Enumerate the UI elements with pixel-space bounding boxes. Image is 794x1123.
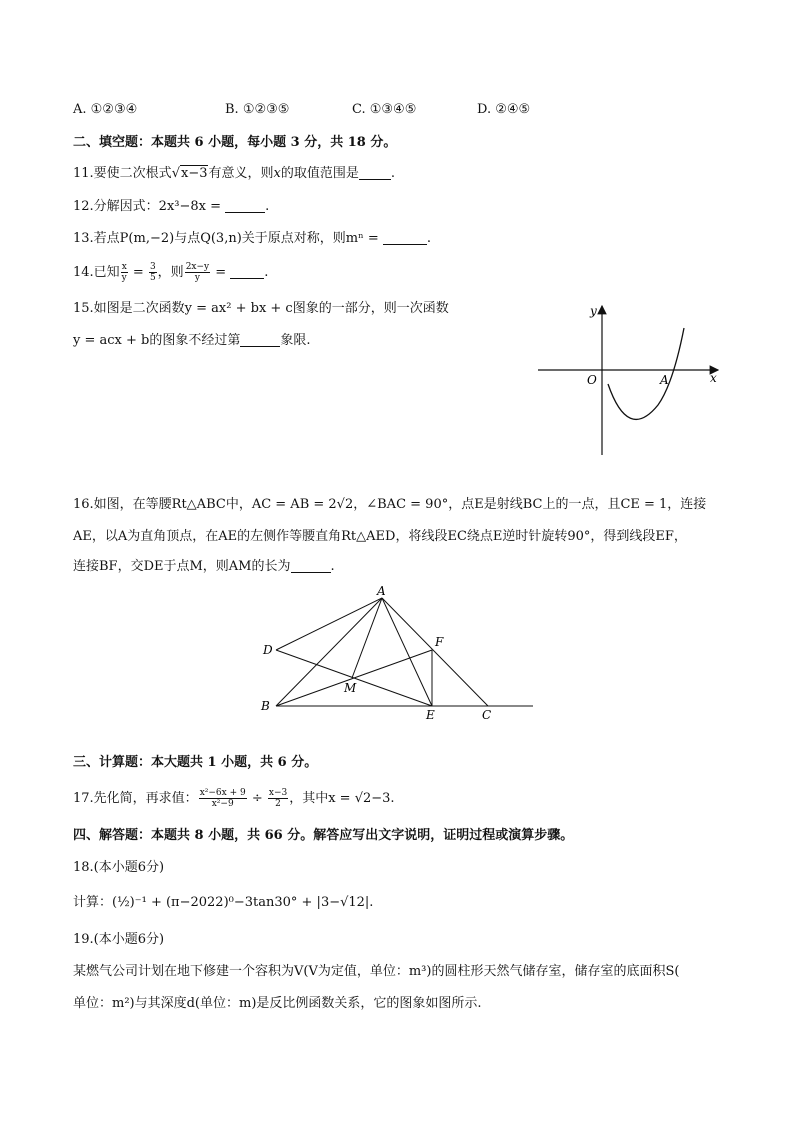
- option-c: C. ①③④⑤: [352, 102, 417, 117]
- q17-post: ，其中x = √2−3.: [289, 791, 395, 806]
- q14-eq: =: [128, 265, 148, 280]
- question-14: 14.已知 $\frac{x}{y}$ = $\frac{3}{5}$ ，则 $\frac{2x-y}{y}$ = .: [73, 262, 269, 283]
- question-16-line-1: 16.如图，在等腰Rt△ABC中，AC = AB = 2√2，∠BAC = 90°，点E是射线BC上的一点，且CE = 1，连接: [73, 497, 707, 512]
- point-a-label: A: [660, 373, 669, 387]
- q17-pre: 17.先化简，再求值：: [73, 791, 198, 806]
- q11-var: x: [273, 166, 281, 181]
- fraction-expression-2: $\frac{x-3}{2}$: [268, 788, 288, 809]
- question-13: 13.若点P(m,−2)与点Q(3,n)关于原点对称，则mⁿ = .: [73, 231, 432, 246]
- question-17: [73, 788, 395, 809]
- option-b: B. ①②③⑤: [225, 102, 290, 117]
- x-axis-label: x: [710, 371, 717, 385]
- segment-ad: [276, 598, 382, 650]
- label-b: B: [261, 699, 270, 713]
- q16-line3: 连接BF，交DE于点M，则AM的长为: [73, 559, 291, 574]
- section-3-title: 三、计算题：本大题共 1 小题，共 6 分。: [73, 755, 318, 770]
- question-16-line-2: AE，以A为直角顶点，在AE的左侧作等腰直角Rt△AED，将线段EC绕点E逆时针旋转90°，得到线段EF，: [73, 529, 687, 544]
- q15-line2a: y = acx + b的图象不经过第: [73, 333, 241, 348]
- segment-ac: [382, 598, 488, 706]
- segment-ab: [276, 598, 382, 706]
- option-a: A. ①②③④: [73, 102, 138, 117]
- q13-text: 13.若点P(m,−2)与点Q(3,n)关于原点对称，则mⁿ =: [73, 231, 379, 246]
- label-e: E: [426, 708, 435, 722]
- fraction-2x-y-over-y: $\frac{2x-y}{y}$: [185, 262, 210, 283]
- fraction-3-over-5: $\frac{3}{5}$: [149, 262, 156, 283]
- fraction-expression-1: $\frac{\text{x²−6x + 9}}{\text{x²−9}}$: [199, 788, 246, 809]
- question-12: 12.分解因式：2x³−8x = .: [73, 199, 270, 214]
- q11-radicand: x−3: [180, 166, 208, 181]
- y-axis-label: y: [590, 304, 597, 318]
- section-4-title: 四、解答题：本题共 8 小题，共 66 分。解答应写出文字说明，证明过程或演算步骤。: [73, 828, 574, 843]
- question-19-line-1: 某燃气公司计划在地下修建一个容积为V(V为定值，单位：m³)的圆柱形天然气储存室，储存室的底面积S(: [73, 964, 680, 979]
- q11-end: 的取值范围是: [280, 166, 359, 181]
- question-18-heading: 18.(本小题6分): [73, 860, 165, 875]
- q14-pre: 14.已知: [73, 265, 120, 280]
- question-16-line-3: 连接BF，交DE于点M，则AM的长为 .: [73, 559, 335, 574]
- q12-text: 12.分解因式：2x³−8x =: [73, 199, 222, 214]
- label-c: C: [482, 708, 492, 722]
- fraction-x-over-y: $\frac{x}{y}$: [121, 262, 127, 283]
- question-19-heading: 19.(本小题6分): [73, 932, 165, 947]
- question-11: 11.要使二次根式√x−3有意义，则x的取值范围是 .: [73, 166, 395, 181]
- section-2-title: 二、填空题：本题共 6 小题，每小题 3 分，共 18 分。: [73, 135, 397, 150]
- q15-line2b: 象限.: [280, 333, 311, 348]
- origin-label: O: [587, 373, 597, 387]
- option-d: D. ②④⑤: [477, 102, 531, 117]
- question-18-body: 计算：(½)⁻¹ + (π−2022)⁰−3tan30° + |3−√12|.: [73, 895, 374, 910]
- q14-mid: ，则: [157, 265, 184, 280]
- label-f: F: [435, 635, 444, 649]
- q11-post: 有意义，则: [208, 166, 274, 181]
- q11-pre: 11.要使二次根式: [73, 166, 172, 181]
- question-19-line-2: 单位：m²)与其深度d(单位：m)是反比例函数关系，它的图象如图所示.: [73, 996, 482, 1011]
- q17-div: ÷: [247, 791, 267, 806]
- question-15-line-1: 15.如图是二次函数y = ax² + bx + c图象的一部分，则一次函数: [73, 301, 449, 316]
- segment-ae: [382, 598, 432, 706]
- label-a: A: [377, 584, 386, 598]
- label-m: M: [344, 681, 357, 695]
- label-d: D: [263, 643, 273, 657]
- q14-end: =: [211, 265, 227, 280]
